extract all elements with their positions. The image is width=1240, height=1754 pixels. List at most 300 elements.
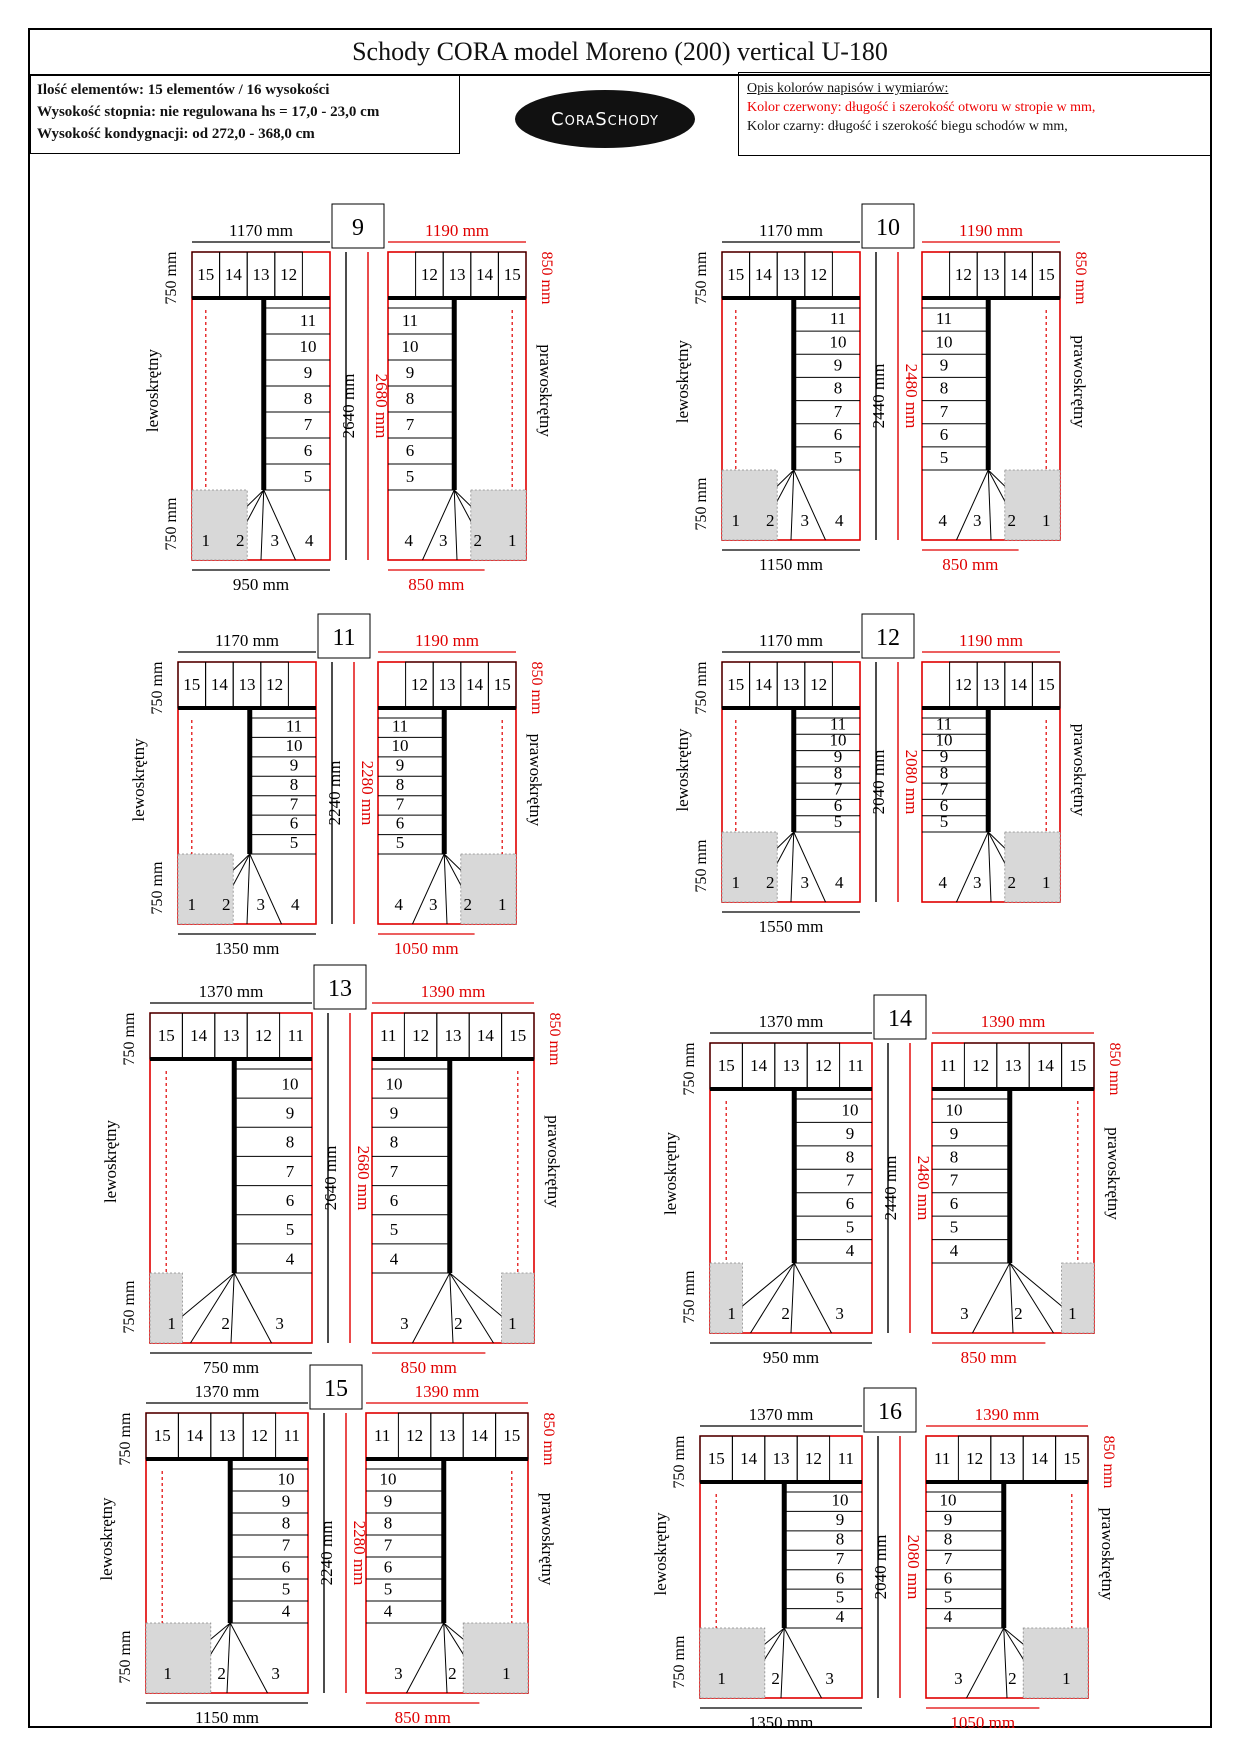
label-lewoskretny: lewoskrętny (129, 738, 148, 822)
step-number: 3 (800, 511, 810, 530)
step-number: 2 (222, 895, 231, 914)
step-number: 7 (289, 794, 299, 814)
step-number: 10 (385, 1074, 403, 1094)
label-prawoskretny: prawoskrętny (1070, 335, 1089, 428)
step-number: 5 (939, 448, 949, 468)
step-number: 9 (939, 355, 949, 375)
dim-top-left: 1370 mm (748, 1405, 814, 1424)
dim-height-black: 2040 mm (871, 1534, 890, 1600)
dim-top-left: 1170 mm (214, 631, 280, 650)
step-number: 12 (814, 1056, 832, 1075)
label-lewoskretny: lewoskrętny (673, 340, 692, 424)
winder-line (234, 1273, 271, 1343)
step-number: 14 (190, 1026, 208, 1045)
step-number: 3 (256, 895, 266, 914)
step-number: 2 (236, 531, 245, 550)
step-number: 11 (380, 1026, 397, 1045)
step-number: 9 (833, 355, 843, 375)
dim-side-top: 750 mm (121, 1012, 138, 1066)
step-number: 15 (717, 1056, 735, 1075)
step-number: 8 (281, 1513, 291, 1533)
step-number: 12 (280, 265, 298, 284)
step-number: 4 (835, 873, 844, 892)
step-number: 11 (935, 714, 953, 734)
step-number: 2 (454, 1314, 463, 1333)
landing-gray (146, 1623, 211, 1693)
step-number: 4 (938, 873, 947, 892)
step-number: 3 (271, 1664, 280, 1683)
dim-side-bottom: 750 mm (117, 1630, 134, 1684)
step-number: 12 (972, 1056, 990, 1075)
step-number: 10 (829, 332, 847, 352)
step-number: 3 (428, 895, 438, 914)
dim-bottom-left: 1150 mm (194, 1708, 260, 1727)
winder-line (250, 854, 282, 924)
winder-line (794, 1263, 831, 1333)
step-number: 4 (835, 1607, 845, 1627)
step-number: 2 (781, 1304, 790, 1323)
label-lewoskretny: lewoskrętny (101, 1119, 120, 1204)
step-number: 7 (389, 1161, 399, 1181)
step-number: 7 (835, 1548, 845, 1568)
step-number: 10 (391, 736, 409, 756)
step-number: 13 (218, 1426, 236, 1445)
label-lewoskretny: lewoskrętny (143, 349, 162, 433)
step-number: 7 (939, 779, 949, 799)
step-number: 7 (833, 401, 843, 421)
winder-line (444, 854, 447, 924)
panel-11 (129, 614, 545, 958)
step-number: 4 (394, 895, 403, 914)
dim-side-bottom: 750 mm (693, 839, 710, 893)
label-prawoskretny: prawoskrętny (536, 344, 555, 437)
dim-side-red: 850 mm (546, 1012, 563, 1066)
dim-top-left: 1170 mm (758, 221, 824, 240)
dim-bottom-left: 1350 mm (214, 939, 280, 958)
step-number: 5 (833, 812, 843, 832)
panel-15 (97, 1365, 557, 1727)
step-number: 14 (754, 265, 772, 284)
step-number: 4 (404, 531, 413, 550)
step-number: 13 (444, 1026, 462, 1045)
step-number: 6 (835, 1568, 845, 1588)
step-number: 9 (405, 363, 415, 383)
cora-logo: CoraSchody (515, 90, 695, 148)
step-number: 9 (845, 1123, 855, 1143)
step-number: 12 (420, 265, 438, 284)
step-number: 8 (835, 1529, 845, 1549)
step-number: 13 (238, 675, 256, 694)
landing-gray (1062, 1263, 1094, 1333)
winder-line (791, 1263, 794, 1333)
label-prawoskretny: prawoskrętny (544, 1115, 563, 1208)
panel-number: 12 (876, 625, 900, 651)
step-number: 10 (299, 337, 317, 357)
step-number: 7 (285, 1161, 295, 1181)
landing-gray (463, 1623, 528, 1693)
dim-side-top: 750 mm (117, 1412, 134, 1466)
label-prawoskretny: prawoskrętny (1070, 723, 1089, 817)
step-number: 12 (810, 265, 828, 284)
step-number: 3 (960, 1304, 969, 1323)
dim-side-red: 850 mm (1072, 251, 1089, 305)
winder-line (1004, 1628, 1007, 1698)
dim-top-left: 1370 mm (758, 1012, 824, 1031)
step-number: 7 (395, 794, 405, 814)
step-number: 13 (252, 265, 270, 284)
step-number: 12 (966, 1449, 984, 1468)
winder-line (1010, 1263, 1013, 1333)
step-number: 11 (285, 716, 303, 736)
winder-line (988, 832, 991, 902)
winder-line (261, 490, 264, 560)
winder-line (791, 832, 794, 902)
step-number: 12 (412, 1026, 430, 1045)
step-number: 1 (507, 531, 517, 550)
step-number: 9 (289, 755, 299, 775)
dim-side-red: 850 mm (1106, 1042, 1123, 1096)
step-number: 11 (934, 1449, 951, 1468)
winder-line (967, 1628, 1004, 1698)
step-number: 4 (949, 1240, 959, 1260)
step-number: 2 (1007, 873, 1016, 892)
step-number: 6 (405, 441, 415, 461)
step-number: 1 (167, 1314, 176, 1333)
dim-side-bottom: 750 mm (681, 1270, 698, 1324)
step-number: 7 (845, 1170, 855, 1190)
dim-bottom-right: 850 mm (408, 575, 465, 594)
panel-13 (101, 965, 563, 1377)
step-number: 6 (389, 1190, 399, 1210)
step-number: 6 (285, 1190, 295, 1210)
step-number: 7 (943, 1548, 953, 1568)
step-number: 15 (183, 675, 201, 694)
step-number: 14 (1010, 675, 1028, 694)
step-number: 2 (473, 531, 482, 550)
step-number: 6 (833, 795, 843, 815)
label-lewoskretny: lewoskrętny (97, 1497, 116, 1581)
step-number: 5 (285, 1220, 295, 1240)
step-number: 11 (283, 1426, 300, 1445)
step-number: 3 (825, 1669, 834, 1688)
step-number: 7 (939, 401, 949, 421)
dim-side-bottom: 750 mm (149, 861, 166, 915)
dim-height-black: 2640 mm (321, 1145, 340, 1211)
step-number: 15 (153, 1426, 171, 1445)
step-number: 10 (277, 1469, 295, 1489)
step-number: 7 (303, 415, 313, 435)
step-number: 13 (1004, 1056, 1022, 1075)
step-number: 7 (833, 779, 843, 799)
legend-red: Kolor czerwony: długość i szerokość otworu w stropie w mm, (747, 100, 1096, 115)
step-number: 6 (845, 1194, 855, 1214)
step-number: 8 (939, 378, 949, 398)
dim-top-right: 1190 mm (958, 631, 1024, 650)
step-number: 4 (835, 511, 844, 530)
step-number: 5 (405, 467, 415, 487)
step-number: 2 (1008, 1669, 1017, 1688)
step-number: 11 (847, 1056, 864, 1075)
step-number: 15 (503, 1426, 521, 1445)
step-number: 6 (833, 424, 843, 444)
panel-number: 9 (352, 215, 364, 241)
step-number: 8 (389, 1132, 399, 1152)
step-number: 4 (305, 531, 314, 550)
dim-side-top: 750 mm (163, 251, 180, 305)
winder-line (230, 1623, 267, 1693)
step-number: 2 (448, 1664, 457, 1683)
step-number: 5 (939, 812, 949, 832)
winder-line (407, 1623, 444, 1693)
legend-black: Kolor czarny: długość i szerokość biegu schodów w mm, (747, 119, 1068, 134)
step-number: 11 (299, 311, 317, 331)
dim-top-right: 1390 mm (974, 1405, 1040, 1424)
step-number: 15 (1037, 675, 1055, 694)
step-number: 10 (379, 1469, 397, 1489)
dim-side-red: 850 mm (528, 661, 545, 715)
panel-number: 11 (332, 625, 356, 651)
dim-top-right: 1390 mm (420, 982, 486, 1001)
step-number: 9 (835, 1510, 845, 1530)
panel-number: 10 (876, 215, 900, 241)
dim-height-red: 2080 mm (904, 1534, 923, 1600)
step-number: 13 (782, 1056, 800, 1075)
step-number: 7 (281, 1535, 291, 1555)
step-number: 15 (1069, 1056, 1087, 1075)
step-number: 8 (383, 1513, 393, 1533)
info-floor-height: Wysokość kondygnacji: od 272,0 - 368,0 cm (37, 126, 315, 142)
dim-side-bottom: 750 mm (163, 497, 180, 551)
dim-top-right: 1190 mm (414, 631, 480, 650)
step-number: 8 (405, 389, 415, 409)
step-number: 11 (287, 1026, 304, 1045)
step-number: 10 (935, 730, 953, 750)
dim-top-left: 1170 mm (228, 221, 294, 240)
step-number: 11 (401, 311, 419, 331)
panel-number: 16 (878, 1399, 902, 1425)
dim-top-right: 1190 mm (958, 221, 1024, 240)
step-number: 1 (1041, 873, 1051, 892)
dim-height-red: 2080 mm (902, 749, 921, 815)
step-number: 4 (291, 895, 300, 914)
dim-bottom-right: 850 mm (400, 1358, 457, 1377)
winder-line (973, 1263, 1010, 1333)
step-number: 3 (972, 511, 982, 530)
panel-number: 15 (324, 1376, 348, 1402)
step-number: 9 (389, 1103, 399, 1123)
winder-line (988, 470, 991, 540)
label-lewoskretny: lewoskrętny (651, 1512, 670, 1596)
step-number: 13 (448, 265, 466, 284)
step-number: 1 (731, 511, 741, 530)
step-number: 1 (1062, 1669, 1071, 1688)
step-number: 14 (466, 675, 484, 694)
winder-line (791, 470, 794, 540)
dim-top-right: 1390 mm (414, 1382, 480, 1401)
step-number: 11 (935, 309, 953, 329)
step-number: 12 (804, 1449, 822, 1468)
panel-10 (673, 204, 1089, 574)
dim-bottom-right: 850 mm (394, 1708, 451, 1727)
step-number: 12 (954, 265, 972, 284)
step-number: 1 (727, 1304, 736, 1323)
step-number: 5 (943, 1587, 953, 1607)
step-number: 9 (281, 1491, 291, 1511)
step-number: 5 (383, 1579, 393, 1599)
dim-bottom-left: 1350 mm (748, 1713, 814, 1732)
dim-height-red: 2480 mm (914, 1155, 933, 1221)
step-number: 6 (281, 1557, 291, 1577)
step-number: 8 (833, 763, 843, 783)
step-number: 3 (394, 1664, 403, 1683)
step-number: 15 (503, 265, 521, 284)
step-number: 9 (395, 755, 405, 775)
step-number: 1 (717, 1669, 726, 1688)
step-number: 7 (383, 1535, 393, 1555)
step-number: 9 (943, 1510, 953, 1530)
dim-side-bottom: 750 mm (671, 1635, 688, 1689)
step-number: 6 (383, 1557, 393, 1577)
step-number: 8 (395, 774, 405, 794)
dim-bottom-left: 1150 mm (758, 555, 824, 574)
step-number: 6 (395, 813, 405, 833)
step-number: 14 (1030, 1449, 1048, 1468)
step-number: 13 (438, 675, 456, 694)
winder-line (444, 1623, 447, 1693)
step-number: 12 (954, 675, 972, 694)
dim-height-red: 2280 mm (350, 1520, 369, 1586)
dim-bottom-right: 850 mm (960, 1348, 1017, 1367)
dim-bottom-right: 850 mm (942, 555, 999, 574)
step-number: 15 (509, 1026, 527, 1045)
step-number: 2 (766, 511, 775, 530)
step-number: 14 (740, 1449, 758, 1468)
dim-top-left: 1370 mm (194, 1382, 260, 1401)
landing-gray (700, 1628, 765, 1698)
step-number: 1 (497, 895, 507, 914)
dim-top-left: 1370 mm (198, 982, 264, 1001)
step-number: 15 (727, 265, 745, 284)
winder-line (454, 490, 457, 560)
step-number: 11 (829, 309, 847, 329)
step-number: 1 (508, 1314, 517, 1333)
step-number: 5 (395, 833, 405, 853)
step-number: 6 (939, 424, 949, 444)
landing-gray (502, 1273, 534, 1343)
step-number: 10 (829, 730, 847, 750)
winder-line (784, 1628, 821, 1698)
step-number: 8 (289, 774, 299, 794)
dim-bottom-left: 950 mm (232, 575, 290, 594)
step-number: 1 (201, 531, 211, 550)
step-number: 2 (217, 1664, 226, 1683)
dim-side-top: 750 mm (149, 661, 166, 715)
step-number: 14 (1036, 1056, 1054, 1075)
step-number: 4 (389, 1249, 399, 1269)
dim-side-bottom: 750 mm (693, 477, 710, 531)
step-number: 12 (406, 1426, 424, 1445)
dim-side-top: 750 mm (671, 1435, 688, 1489)
label-prawoskretny: prawoskrętny (526, 733, 545, 827)
step-number: 2 (1014, 1304, 1023, 1323)
step-number: 14 (750, 1056, 768, 1075)
step-number: 4 (281, 1601, 291, 1621)
step-number: 1 (1041, 511, 1051, 530)
step-number: 5 (389, 1220, 399, 1240)
step-number: 13 (982, 265, 1000, 284)
label-lewoskretny: lewoskrętny (673, 728, 692, 812)
step-number: 3 (835, 1304, 844, 1323)
dim-side-bottom: 750 mm (121, 1280, 138, 1334)
dim-height-black: 2240 mm (325, 760, 344, 826)
step-number: 13 (222, 1026, 240, 1045)
step-number: 11 (391, 716, 409, 736)
step-number: 8 (285, 1132, 295, 1152)
step-number: 15 (727, 675, 745, 694)
label-lewoskretny: lewoskrętny (661, 1131, 680, 1216)
step-number: 7 (405, 415, 415, 435)
dim-side-top: 750 mm (693, 661, 710, 715)
landing-gray (150, 1273, 182, 1343)
step-number: 4 (285, 1249, 295, 1269)
winder-line (264, 490, 296, 560)
step-number: 3 (400, 1314, 409, 1333)
step-number: 14 (1010, 265, 1028, 284)
dim-side-red: 850 mm (1100, 1435, 1117, 1489)
step-number: 5 (281, 1579, 291, 1599)
step-number: 2 (1007, 511, 1016, 530)
dim-height-black: 2440 mm (869, 363, 888, 429)
step-number: 3 (954, 1669, 963, 1688)
step-number: 8 (303, 389, 313, 409)
dim-bottom-left: 950 mm (762, 1348, 820, 1367)
step-number: 14 (470, 1426, 488, 1445)
dim-top-left: 1170 mm (758, 631, 824, 650)
panel-number: 13 (328, 976, 352, 1002)
panel-14 (661, 995, 1123, 1367)
step-number: 15 (157, 1026, 175, 1045)
step-number: 14 (476, 265, 494, 284)
step-number: 8 (949, 1147, 959, 1167)
dim-bottom-right: 1050 mm (393, 939, 459, 958)
step-number: 5 (845, 1217, 855, 1237)
step-number: 3 (270, 531, 280, 550)
winder-line (450, 1273, 453, 1343)
step-number: 12 (410, 675, 428, 694)
step-number: 4 (383, 1601, 393, 1621)
step-number: 11 (829, 714, 847, 734)
step-number: 10 (945, 1100, 963, 1120)
step-number: 15 (707, 1449, 725, 1468)
dim-side-top: 750 mm (693, 251, 710, 305)
step-number: 13 (782, 675, 800, 694)
dim-height-red: 2280 mm (358, 760, 377, 826)
step-number: 14 (210, 675, 228, 694)
step-number: 1 (187, 895, 197, 914)
step-number: 6 (943, 1568, 953, 1588)
step-number: 8 (943, 1529, 953, 1549)
step-number: 1 (502, 1664, 511, 1683)
dim-top-right: 1390 mm (980, 1012, 1046, 1031)
step-number: 6 (303, 441, 313, 461)
step-number: 12 (266, 675, 284, 694)
winder-line (794, 470, 826, 540)
step-number: 9 (285, 1103, 295, 1123)
step-number: 8 (845, 1147, 855, 1167)
dim-bottom-left: 1550 mm (758, 917, 824, 936)
label-prawoskretny: prawoskrętny (1104, 1127, 1123, 1220)
step-number: 5 (949, 1217, 959, 1237)
